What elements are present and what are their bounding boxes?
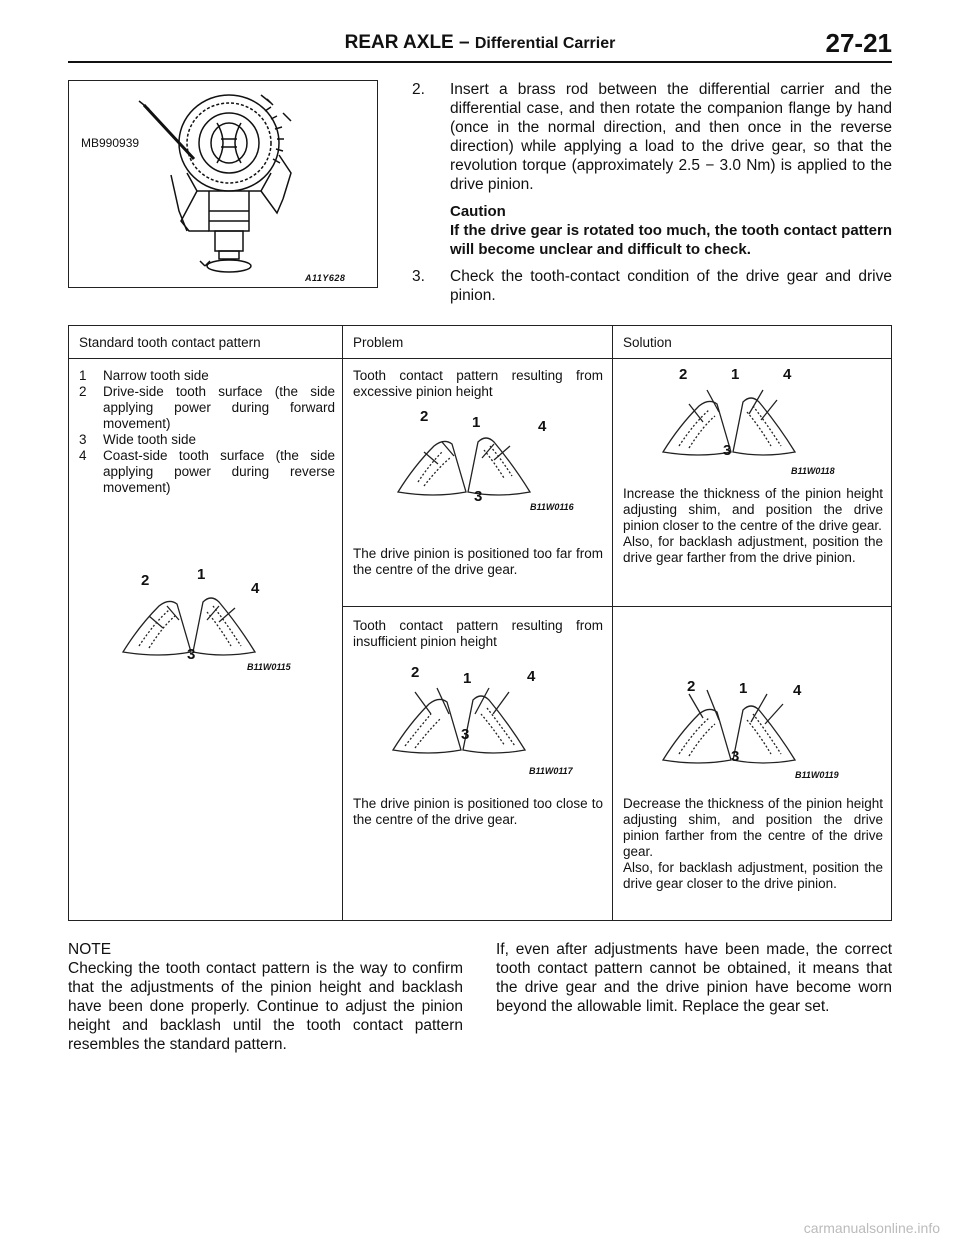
column-divider xyxy=(612,326,613,920)
step-text: Check the tooth-contact condition of the drive gear and drive pinion. xyxy=(450,268,892,304)
solution-1-text: Increase the thickness of the pinion height adjusting shim, and position the drive pinion closer to the centre of the drive gear. Also, for backlash adjustment, position the drive gear farther from the drive pinion. xyxy=(623,486,883,565)
figure-code: A11Y628 xyxy=(305,273,346,283)
tool-label: MB990939 xyxy=(81,136,140,150)
step-number: 2. xyxy=(412,81,425,98)
page-number: 27-21 xyxy=(825,28,892,58)
differential-carrier-figure xyxy=(68,80,378,288)
title-main: REAR AXLE xyxy=(344,32,454,53)
step-text: Insert a brass rod between the differential carrier and the differential case, and then rotate the companion flange by hand (once in the normal direction, and then once in the reverse direction) while applying a load to the drive gear, so that the revolution torque (approximately 2.5 − 3.0 Nm) is applied to the drive pinion. xyxy=(450,81,892,193)
procedure-steps xyxy=(412,80,892,305)
gear-tooth-drawing xyxy=(659,376,809,476)
page-header xyxy=(68,28,892,62)
title-sub: Differential Carrier xyxy=(474,35,616,52)
note-label: NOTE xyxy=(68,941,112,958)
tooth-contact-table xyxy=(68,325,892,921)
header-standard: Standard tooth contact pattern xyxy=(79,335,261,350)
problem-1-title: Tooth contact pattern resulting from excessive pinion height xyxy=(353,368,603,399)
watermark: carmanualsonline.info xyxy=(803,1220,940,1236)
note-text: Checking the tooth contact pattern is the way to confirm that the adjustments of the pinion height and backlash have been done properly. Continue to adjust the pinion height and backlash until the tooth contact pattern resembles the standard pattern. xyxy=(68,960,463,1053)
problem-2-text: The drive pinion is positioned too close to the centre of the drive gear. xyxy=(353,796,603,827)
gear-tooth-drawing xyxy=(394,416,544,516)
problem-2-title: Tooth contact pattern resulting from insufficient pinion height xyxy=(353,618,603,649)
standard-pattern-diagram: 2 1 4 3 B11W0115 xyxy=(119,566,319,676)
legend-item: 2 Drive-side tooth surface (the side applying power during forward movement) xyxy=(79,384,335,431)
gear-tooth-drawing xyxy=(659,684,809,784)
caution-text: If the drive gear is rotated too much, the tooth contact pattern will become unclear and difficult to check. xyxy=(450,222,892,258)
solution-2-diagram: 2 1 4 3 B11W0119 xyxy=(659,674,859,784)
step-3 xyxy=(412,267,892,305)
gear-tooth-drawing xyxy=(389,674,539,774)
solution-2-text: Decrease the thickness of the pinion height adjusting shim, and position the drive pinion farther from the centre of the drive gear. Also, for backlash adjustment, position the drive gear closer to the drive pinion. xyxy=(623,796,883,891)
section-title xyxy=(68,32,892,54)
title-separator: – xyxy=(453,32,475,53)
problem-1-diagram: 2 1 4 3 B11W0116 xyxy=(394,406,594,516)
problem-1-text: The drive pinion is positioned too far from the centre of the drive gear. xyxy=(353,546,603,577)
conclusion-text: If, even after adjustments have been made, the correct tooth contact pattern cannot be obtained, it means that the drive gear and the drive pinion have become worn beyond the allowable limit. Replace the gear set. xyxy=(496,941,892,1015)
header-problem: Problem xyxy=(353,335,404,350)
legend-item: 3 Wide tooth side xyxy=(79,432,197,447)
solution-1-diagram: 2 1 4 3 B11W0118 xyxy=(659,366,859,476)
row-divider xyxy=(342,606,891,607)
header-solution: Solution xyxy=(623,335,672,350)
legend-item: 4 Coast-side tooth surface (the side applying power during reverse movement) xyxy=(79,448,335,495)
step-number: 3. xyxy=(412,268,425,285)
legend-item: 1 Narrow tooth side xyxy=(79,368,209,383)
header-rule xyxy=(68,61,892,63)
step-2 xyxy=(412,80,892,194)
differential-carrier-illustration xyxy=(69,81,377,287)
problem-2-diagram: 2 1 4 3 B11W0117 xyxy=(389,664,589,774)
legend-list xyxy=(79,368,335,496)
caution-label: Caution xyxy=(450,203,506,220)
column-divider xyxy=(342,326,343,920)
header-divider xyxy=(69,358,891,359)
note-block xyxy=(68,940,463,1054)
